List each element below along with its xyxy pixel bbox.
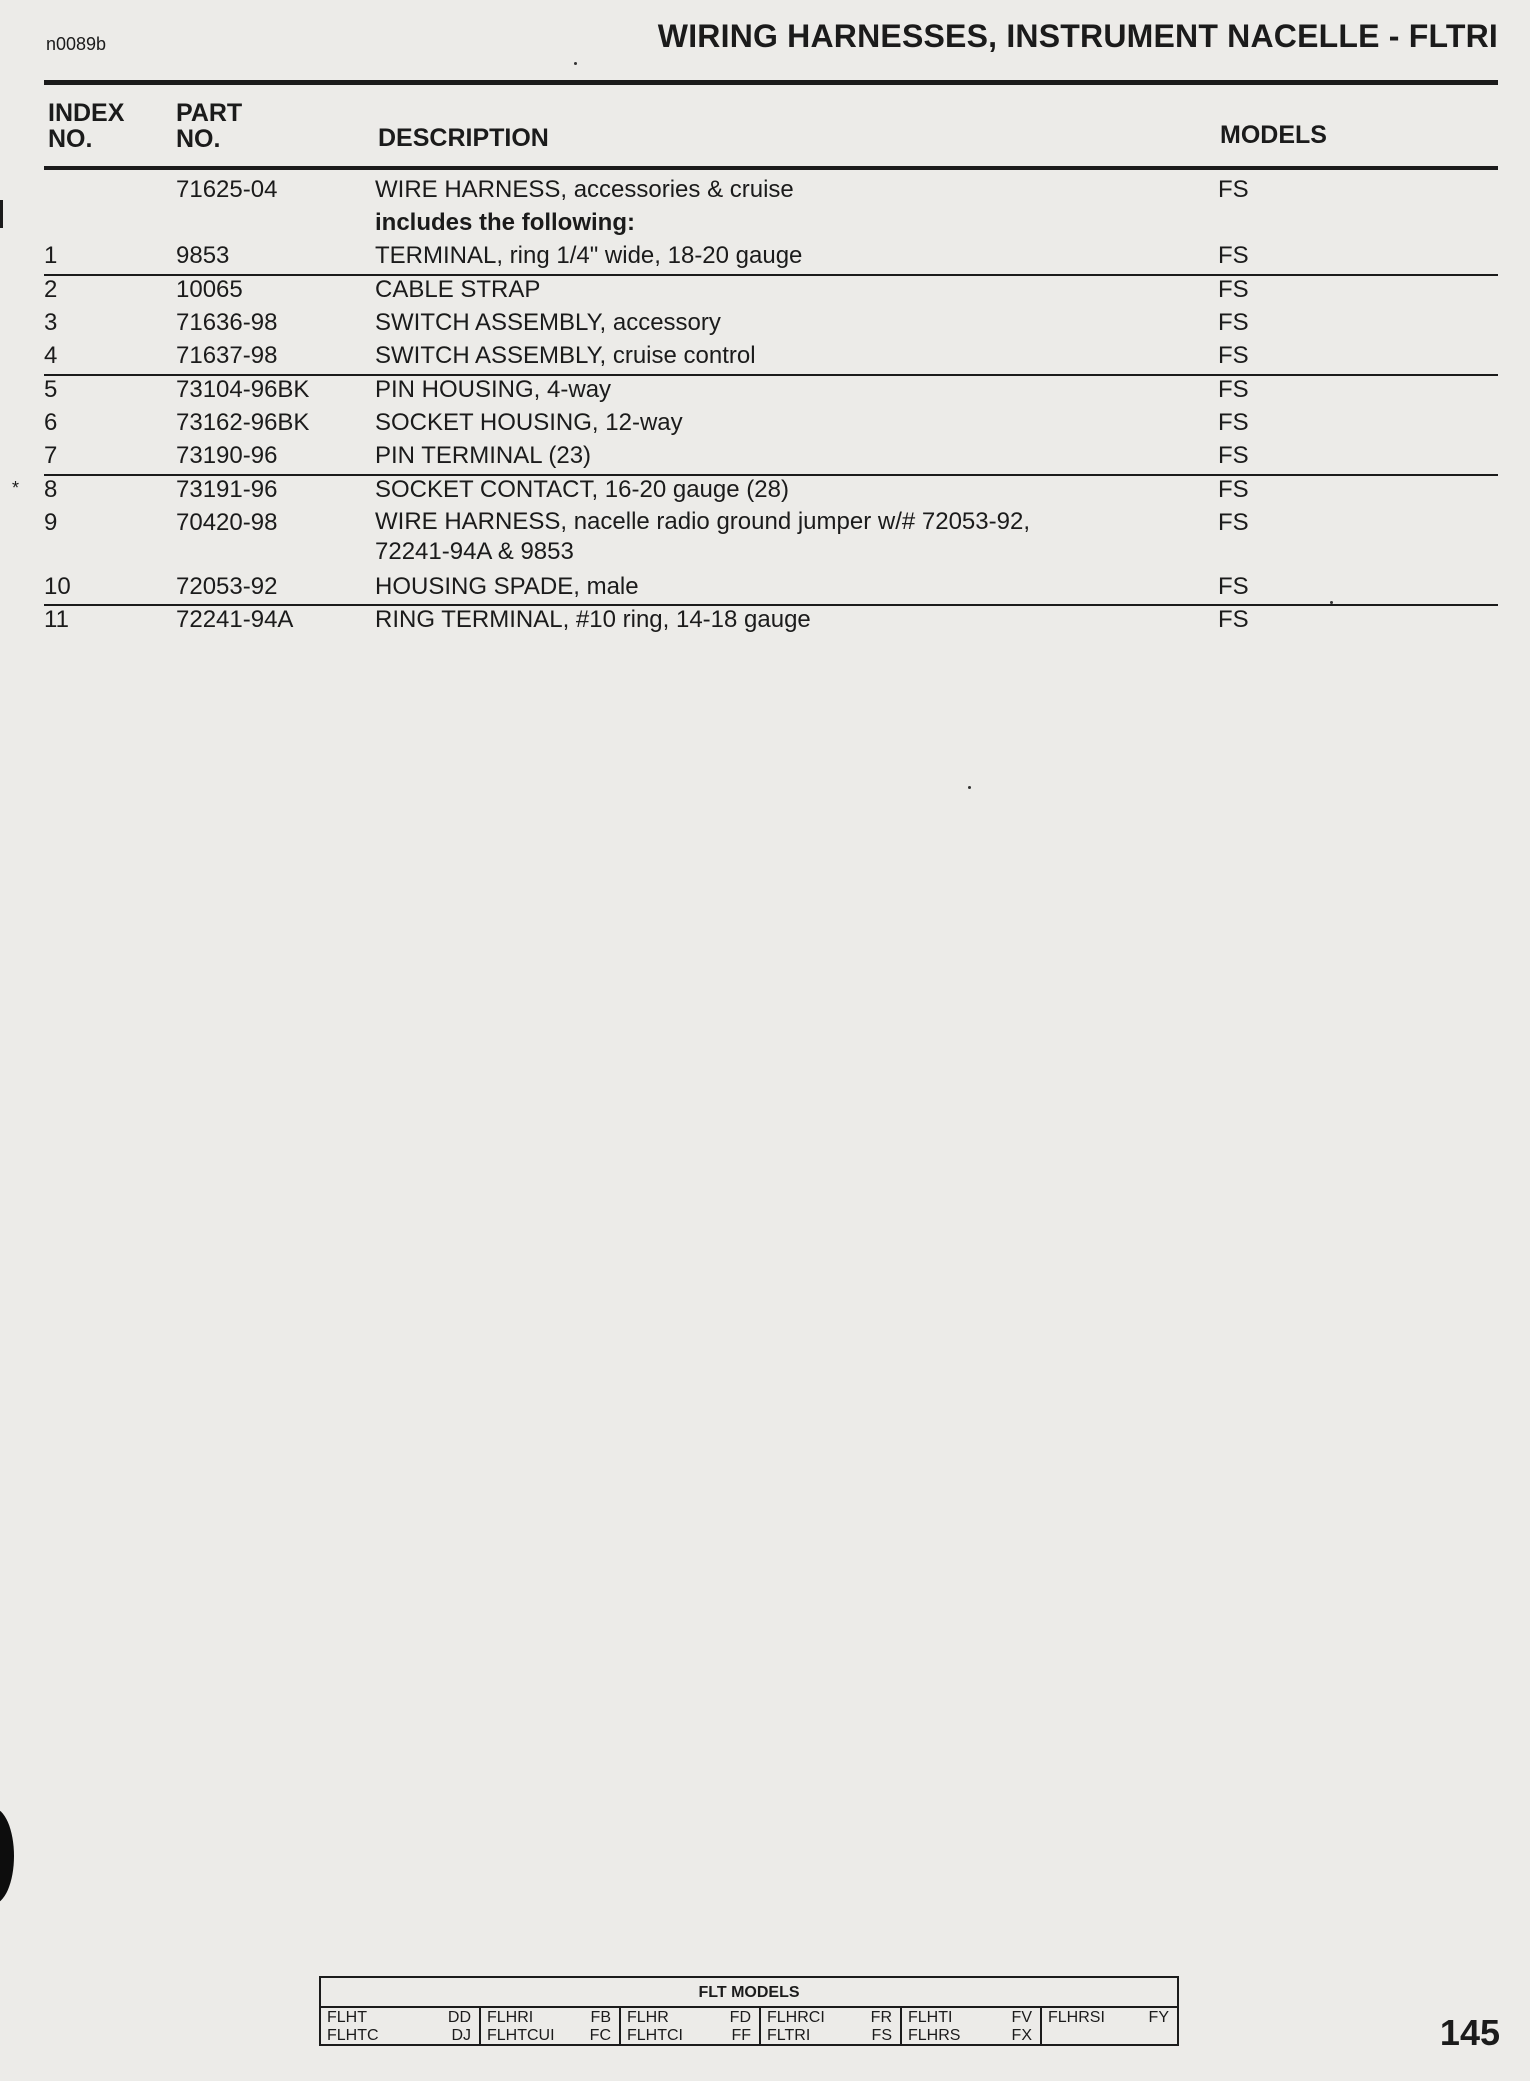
model-code: FV <box>1011 2009 1032 2026</box>
page-code: n0089b <box>46 34 107 54</box>
cell-part: 73162-96BK <box>176 409 310 436</box>
cell-description: RING TERMINAL, #10 ring, 14-18 gauge <box>375 606 811 633</box>
cell-index: 11 <box>44 606 69 633</box>
header-index: INDEX NO. <box>48 99 125 153</box>
cell-models: FS <box>1218 409 1249 436</box>
model-name: FLTRI <box>767 2027 811 2044</box>
model-code: FC <box>589 2027 611 2044</box>
model-code: FY <box>1148 2009 1169 2026</box>
model-code: DD <box>447 2009 471 2026</box>
cell-models: FS <box>1218 309 1249 336</box>
header-description: DESCRIPTION <box>378 124 549 152</box>
cell-part: 73191-96 <box>176 476 278 503</box>
cell-description: HOUSING SPADE, male <box>375 573 639 600</box>
cell-index: 10 <box>44 573 71 600</box>
cell-part: 10065 <box>176 276 243 303</box>
model-name: FLHTCI <box>627 2027 683 2044</box>
cell-part: 71636-98 <box>176 309 278 336</box>
model-name: FLHRI <box>487 2009 534 2026</box>
scan-speck-icon: * <box>12 478 20 498</box>
cell-models: FS <box>1218 242 1249 269</box>
cell-part: 9853 <box>176 242 230 269</box>
cell-description: WIRE HARNESS, nacelle radio ground jumper w/# 72053-92, 72241-94A & 9853 <box>375 508 1030 565</box>
cell-index: 4 <box>44 342 58 369</box>
cell-models: FS <box>1218 342 1249 369</box>
scan-edge-mark <box>0 200 3 228</box>
model-name: FLHRS <box>908 2027 961 2044</box>
cell-description: SWITCH ASSEMBLY, cruise control <box>375 342 756 369</box>
cell-description: WIRE HARNESS, accessories & cruise <box>375 176 794 203</box>
cell-part: 73190-96 <box>176 442 278 469</box>
cell-part: 71637-98 <box>176 342 278 369</box>
page-number: 145 <box>1439 2012 1500 2053</box>
model-name: FLHR <box>627 2009 669 2026</box>
cell-part: 72241-94A <box>176 606 294 633</box>
cell-part: 73104-96BK <box>176 376 310 403</box>
cell-description: SOCKET HOUSING, 12-way <box>375 409 683 436</box>
model-name: FLHTI <box>908 2009 953 2026</box>
scan-dot <box>574 62 577 65</box>
cell-models: FS <box>1218 509 1249 536</box>
scan-dot <box>968 786 971 789</box>
cell-description: PIN TERMINAL (23) <box>375 442 592 469</box>
cell-description: TERMINAL, ring 1/4" wide, 18-20 gauge <box>375 242 803 269</box>
model-code: DJ <box>451 2027 471 2044</box>
model-name: FLHT <box>327 2009 367 2026</box>
model-code: FX <box>1011 2027 1032 2044</box>
model-name: FLHTC <box>327 2027 379 2044</box>
models-column <box>902 2008 1042 2044</box>
cell-part: 70420-98 <box>176 509 278 536</box>
model-name: FLHTCUI <box>487 2027 555 2044</box>
cell-models: FS <box>1218 573 1249 600</box>
model-code: FD <box>729 2009 751 2026</box>
cell-description: SOCKET CONTACT, 16-20 gauge (28) <box>375 476 789 503</box>
model-code: FF <box>731 2027 751 2044</box>
binder-hole-shadow <box>0 1808 14 1904</box>
cell-description: PIN HOUSING, 4-way <box>375 376 612 403</box>
cell-models: FS <box>1218 176 1249 203</box>
flt-models-title: FLT MODELS <box>321 1978 1177 2008</box>
model-name: FLHRSI <box>1048 2009 1105 2026</box>
header-part: PART NO. <box>176 99 243 153</box>
models-column <box>621 2008 761 2044</box>
row-separator <box>44 274 1498 276</box>
cell-index: 9 <box>44 509 58 536</box>
model-code: FB <box>590 2009 611 2026</box>
models-column <box>761 2008 902 2044</box>
title-rule <box>44 80 1498 85</box>
cell-models: FS <box>1218 276 1249 303</box>
cell-part: 72053-92 <box>176 573 278 600</box>
cell-part: 71625-04 <box>176 176 278 203</box>
header-models: MODELS <box>1220 121 1327 149</box>
cell-models: FS <box>1218 476 1249 503</box>
header-rule <box>44 166 1498 170</box>
cell-index: 1 <box>44 242 58 269</box>
page-title: WIRING HARNESSES, INSTRUMENT NACELLE - FLTRI <box>657 18 1498 54</box>
cell-index: 3 <box>44 309 58 336</box>
models-column <box>481 2008 621 2044</box>
cell-models: FS <box>1218 606 1249 633</box>
cell-description: CABLE STRAP <box>375 276 541 303</box>
cell-description: SWITCH ASSEMBLY, accessory <box>375 309 721 336</box>
cell-index: 2 <box>44 276 58 303</box>
model-code: FR <box>870 2009 892 2026</box>
model-code: FS <box>871 2027 892 2044</box>
cell-index: 6 <box>44 409 58 436</box>
flt-models-legend <box>319 1976 1179 2046</box>
cell-description: includes the following: <box>375 209 635 236</box>
cell-models: FS <box>1218 442 1249 469</box>
cell-index: 8 <box>44 476 58 503</box>
models-column <box>321 2008 481 2044</box>
cell-index: 7 <box>44 442 58 469</box>
models-column <box>1042 2008 1177 2044</box>
cell-models: FS <box>1218 376 1249 403</box>
cell-index: 5 <box>44 376 58 403</box>
model-name: FLHRCI <box>767 2009 825 2026</box>
